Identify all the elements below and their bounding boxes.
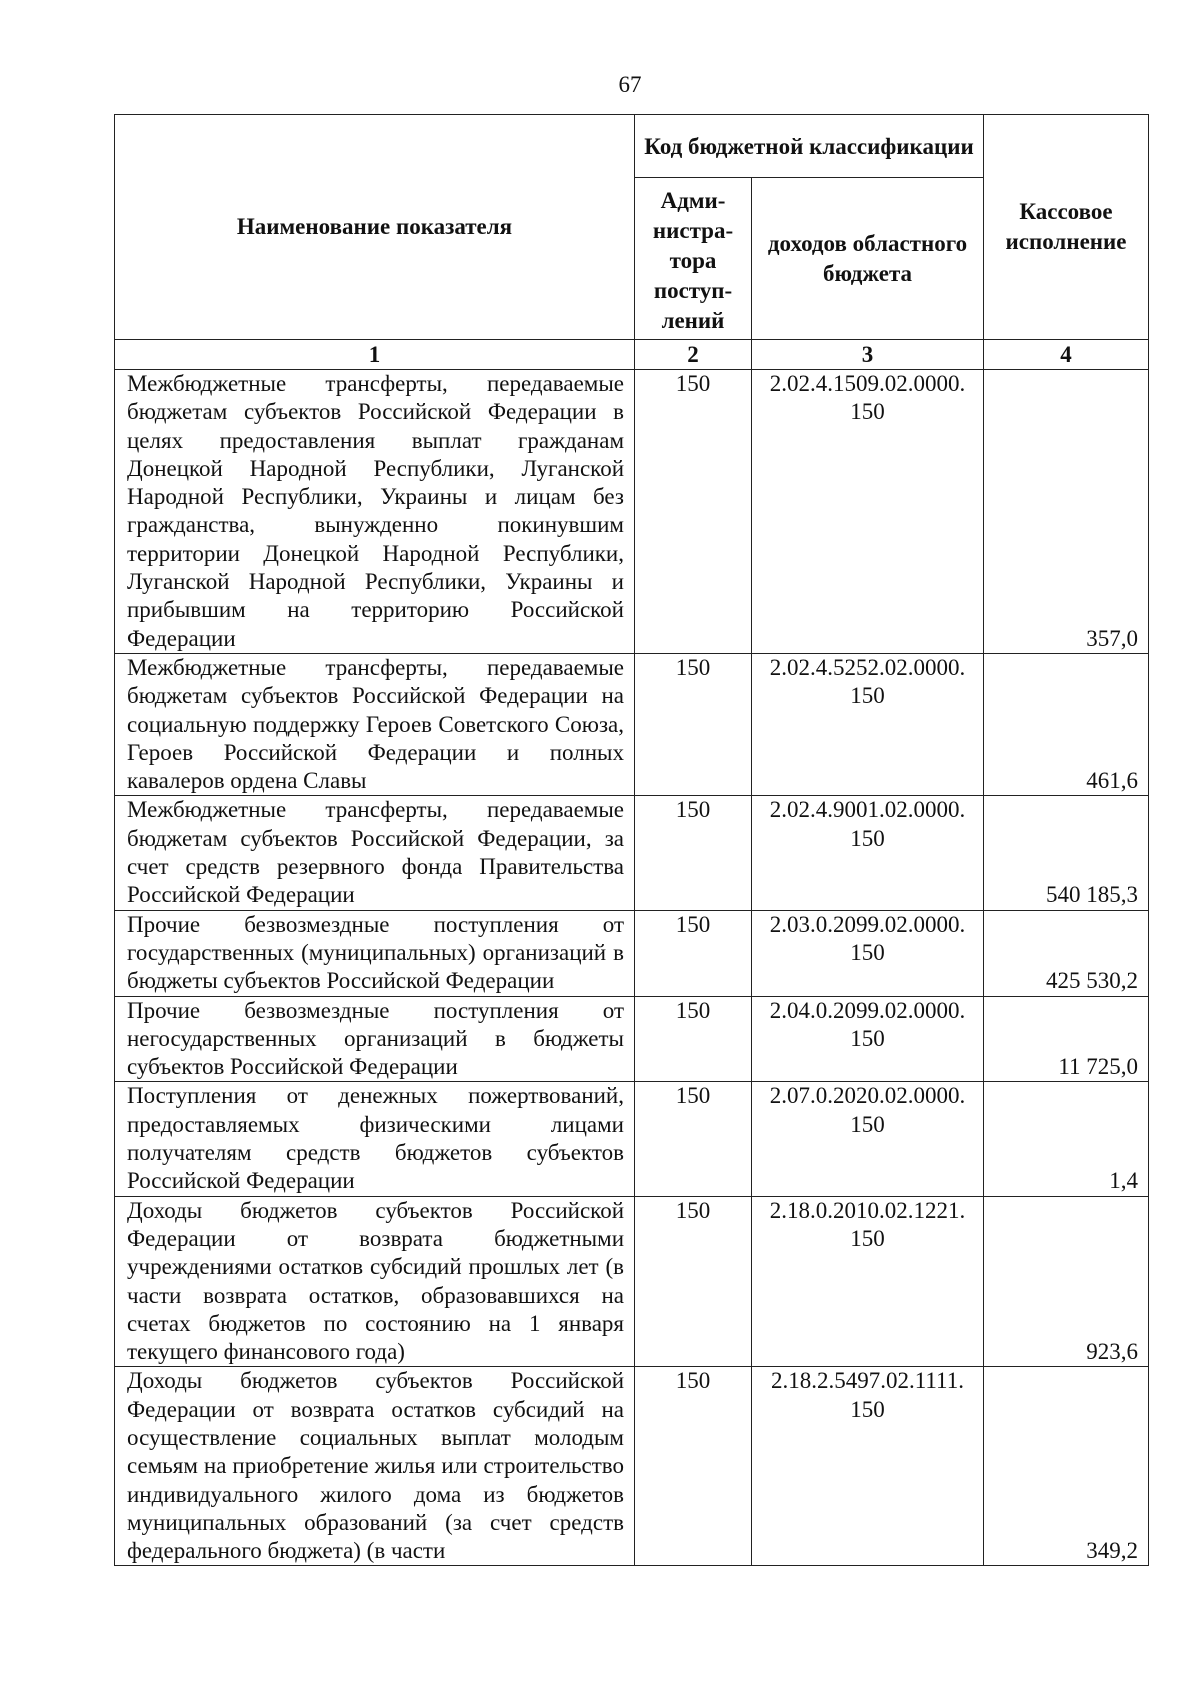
row-name: Поступления от денежных пожертвований, предоставляемых физическими лицами получателям средств бюджетов субъектов Российской Федерации — [115, 1082, 635, 1196]
row-name: Межбюджетные трансферты, передаваемые бюджетам субъектов Российской Федерации в целях предоставления выплат гражданам Донецкой Народной Республики, Луганской Народной Республики, Украины и лицам без гражданства, вынужденно покинувшим территории Донецкой Народной Республики, Луганской Народной Республики, Украины и прибывшим на территорию Российской Федерации — [115, 370, 635, 654]
budget-table — [114, 114, 1149, 1566]
row-budget-code: 2.18.0.2010.02.1221. 150 — [752, 1196, 984, 1367]
table-row — [115, 370, 1149, 654]
row-budget-code: 2.02.4.1509.02.0000. 150 — [752, 370, 984, 654]
row-amount: 1,4 — [984, 1082, 1149, 1196]
row-budget-code: 2.04.0.2099.02.0000. 150 — [752, 996, 984, 1082]
table-header — [115, 115, 1149, 370]
row-name: Прочие безвозмездные поступления от государственных (муниципальных) организаций в бюджеты субъектов Российской Федерации — [115, 910, 635, 996]
row-admin-code: 150 — [635, 1367, 752, 1566]
row-amount: 11 725,0 — [984, 996, 1149, 1082]
table-row — [115, 996, 1149, 1082]
row-admin-code: 150 — [635, 996, 752, 1082]
row-admin-code: 150 — [635, 796, 752, 910]
row-admin-code: 150 — [635, 653, 752, 795]
header-regional-income-code: доходов областного бюджета — [752, 178, 984, 340]
row-name: Доходы бюджетов субъектов Российской Федерации от возврата бюджетными учреждениями остатков субсидий прошлых лет (в части возврата остатков, образовавшихся на счетах бюджетов по состоянию на 1 января текущего финансового года) — [115, 1196, 635, 1367]
header-budget-code: Код бюджетной классификации — [635, 115, 984, 178]
column-number: 4 — [984, 340, 1149, 370]
header-cash-execution: Кассовое исполнение — [984, 115, 1149, 340]
row-name: Доходы бюджетов субъектов Российской Федерации от возврата остатков субсидий на осуществление социальных выплат молодым семьям на приобретение жилья или строительство индивидуального жилого дома из бюджетов муниципальных образований (за счет средств федерального бюджета) (в части — [115, 1367, 635, 1566]
column-number: 1 — [115, 340, 635, 370]
row-amount: 461,6 — [984, 653, 1149, 795]
header-revenue-administrator: Адми-нистра-тора поступ-лений — [635, 178, 752, 340]
row-amount: 540 185,3 — [984, 796, 1149, 910]
row-budget-code: 2.18.2.5497.02.1111. 150 — [752, 1367, 984, 1566]
table-body — [115, 370, 1149, 1566]
row-name: Межбюджетные трансферты, передаваемые бюджетам субъектов Российской Федерации на социальную поддержку Героев Советского Союза, Героев Российской Федерации и полных кавалеров ордена Славы — [115, 653, 635, 795]
page-number: 67 — [618, 72, 642, 97]
header-indicator-name: Наименование показателя — [115, 115, 635, 340]
row-amount: 425 530,2 — [984, 910, 1149, 996]
table-row — [115, 1082, 1149, 1196]
table-row — [115, 653, 1149, 795]
row-name: Межбюджетные трансферты, передаваемые бюджетам субъектов Российской Федерации, за счет средств резервного фонда Правительства Российской Федерации — [115, 796, 635, 910]
row-budget-code: 2.02.4.9001.02.0000. 150 — [752, 796, 984, 910]
table-row — [115, 1196, 1149, 1367]
row-admin-code: 150 — [635, 1196, 752, 1367]
row-admin-code: 150 — [635, 370, 752, 654]
table-row — [115, 1367, 1149, 1566]
table-row — [115, 910, 1149, 996]
row-name: Прочие безвозмездные поступления от негосударственных организаций в бюджеты субъектов Российской Федерации — [115, 996, 635, 1082]
row-amount: 923,6 — [984, 1196, 1149, 1367]
row-admin-code: 150 — [635, 1082, 752, 1196]
row-budget-code: 2.07.0.2020.02.0000. 150 — [752, 1082, 984, 1196]
table-row — [115, 796, 1149, 910]
row-budget-code: 2.03.0.2099.02.0000. 150 — [752, 910, 984, 996]
column-number: 2 — [635, 340, 752, 370]
row-amount: 349,2 — [984, 1367, 1149, 1566]
column-number: 3 — [752, 340, 984, 370]
row-budget-code: 2.02.4.5252.02.0000. 150 — [752, 653, 984, 795]
row-amount: 357,0 — [984, 370, 1149, 654]
row-admin-code: 150 — [635, 910, 752, 996]
